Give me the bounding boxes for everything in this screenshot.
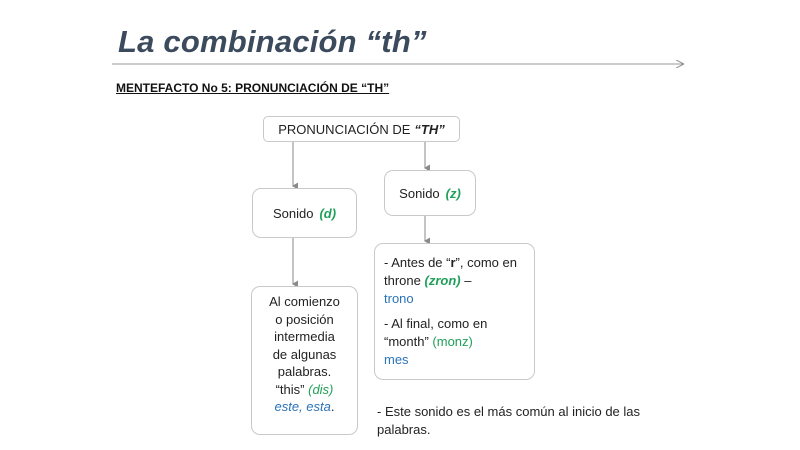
node-d-description	[251, 286, 358, 435]
rule2-text: - Al final, como en “month”	[384, 316, 488, 349]
desc-d-line: o posición	[275, 311, 334, 327]
diagram-subtitle: MENTEFACTO No 5: PRONUNCIACIÓN DE “TH”	[116, 81, 390, 95]
node-sound-z	[384, 170, 476, 216]
node-d-label: Sonido	[272, 205, 314, 221]
rule-at-end	[384, 315, 526, 369]
translation-period: .	[330, 399, 335, 414]
rule1-mid: ”, como en throne	[384, 255, 517, 288]
root-label: PRONUNCIACIÓN DE	[278, 121, 411, 137]
root-emphasis: “TH”	[414, 121, 445, 137]
example-word: “this”	[275, 381, 305, 397]
desc-d-translation	[252, 398, 357, 416]
page-title: La combinación “th”	[118, 24, 427, 59]
desc-d-line: Al comienzo	[269, 294, 340, 309]
example-sound: (dis)	[308, 381, 334, 397]
rule1-prefix: - Antes de “	[384, 255, 451, 270]
node-z-sound: (z)	[445, 185, 461, 201]
desc-d-line: de algunas	[272, 346, 337, 362]
footnote: - Este sonido es el más común al inicio de las palabras.	[377, 404, 641, 437]
desc-d-line: palabras.	[277, 364, 332, 379]
desc-d-example	[252, 381, 357, 399]
rule1-sound: (zron)	[424, 273, 461, 288]
node-z-label: Sonido	[399, 185, 440, 201]
translation-este: este,	[274, 399, 303, 414]
rule-before-r	[384, 254, 526, 308]
desc-d-line: intermedia	[274, 329, 335, 344]
node-sound-d	[252, 188, 357, 238]
rule2-sound: (monz)	[432, 334, 473, 349]
root-node	[263, 116, 460, 142]
rule1-dash: –	[460, 273, 472, 288]
node-z-description	[374, 243, 535, 380]
rule2-translation: mes	[384, 352, 409, 367]
rule1-translation: trono	[384, 291, 414, 306]
rule1-letter: r	[450, 255, 456, 270]
translation-esta: esta	[306, 399, 331, 414]
node-d-sound: (d)	[319, 205, 337, 221]
